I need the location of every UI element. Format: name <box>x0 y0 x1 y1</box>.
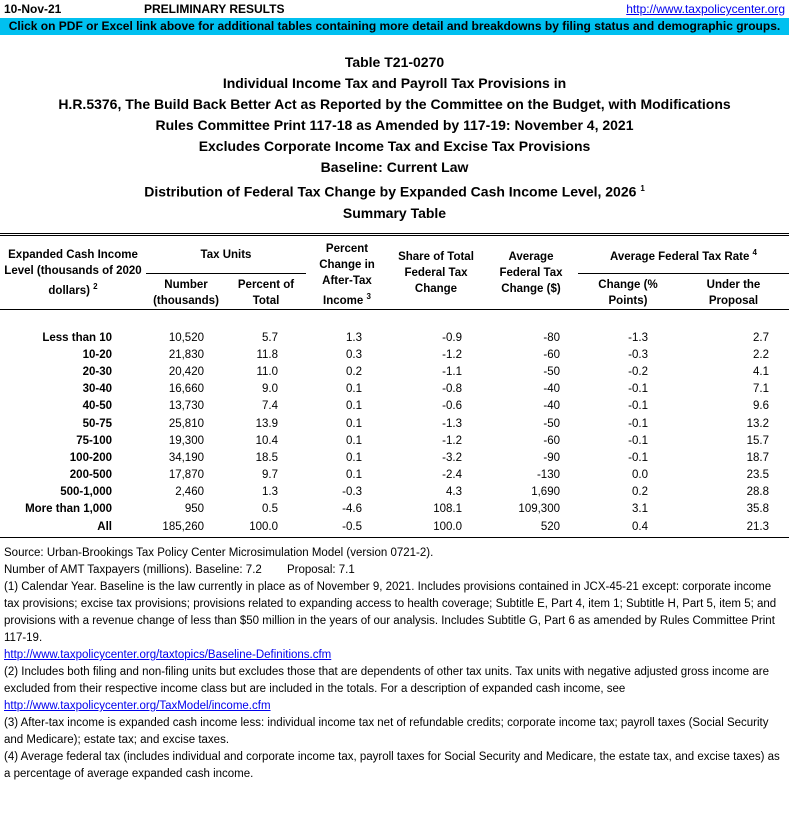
info-banner: Click on PDF or Excel link above for additional tables containing more detail and breakdowns by filing status and demographic groups. <box>0 18 789 35</box>
table-row <box>0 346 789 363</box>
cell: 950 <box>184 503 204 516</box>
cell: 16,660 <box>168 383 204 396</box>
cell: 2,460 <box>175 486 204 499</box>
cell: -50 <box>543 417 560 430</box>
table-row <box>0 467 789 484</box>
cell: 11.0 <box>256 365 278 378</box>
cell: 10.4 <box>255 434 278 447</box>
cell: -2.4 <box>442 469 462 482</box>
baseline-definitions-link[interactable]: http://www.taxpolicycenter.org/taxtopics/Baseline-Definitions.cfm <box>4 649 332 661</box>
cell: 3.1 <box>632 503 648 516</box>
divider <box>0 233 789 234</box>
cell: 23.5 <box>746 469 769 482</box>
cell: 4.1 <box>753 365 769 378</box>
row-label: 30-40 <box>82 383 112 396</box>
cell: -40 <box>543 400 560 413</box>
cell: 9.0 <box>262 383 278 396</box>
cell: 28.8 <box>746 486 769 499</box>
cell: 13.9 <box>255 417 278 430</box>
cell: 18.5 <box>255 451 278 464</box>
footnote-3: (3) After-tax income is expanded cash income less: individual income tax net of refundable credits; corporate income tax; payroll taxes (Social Security and Medicare); estate tax; and excise taxes. <box>4 717 769 746</box>
cell: 21,830 <box>168 348 204 361</box>
cell: -50 <box>543 365 560 378</box>
cell: 7.1 <box>753 383 769 396</box>
cell: 1,690 <box>531 486 560 499</box>
cell: 109,300 <box>518 503 560 516</box>
table-row <box>0 484 789 501</box>
row-label: 20-30 <box>82 365 112 378</box>
cell: 4.3 <box>446 486 462 499</box>
cell: 0.1 <box>346 400 362 413</box>
cell: -0.1 <box>628 400 648 413</box>
cell: -0.2 <box>628 365 648 378</box>
cell: -1.3 <box>442 417 462 430</box>
col-share: Share of Total Federal Tax Change <box>388 237 484 309</box>
cell: -0.1 <box>628 451 648 464</box>
cell: -60 <box>543 434 560 447</box>
cell: 0.1 <box>346 417 362 430</box>
table-row <box>0 398 789 415</box>
col-percent-total: Percent of Total <box>226 273 306 309</box>
divider <box>0 235 789 236</box>
cell: 0.1 <box>346 469 362 482</box>
cell: -40 <box>543 383 560 396</box>
footnote-4: (4) Average federal tax (includes individual and corporate income tax, payroll taxes for Social Security and Medicare, the estate tax, and excise taxes) as a percentage of average expanded cash income. <box>4 751 780 780</box>
row-label: 500-1,000 <box>60 486 112 499</box>
cell: 21.3 <box>746 520 769 533</box>
cell: -1.2 <box>442 348 462 361</box>
cell: 100.0 <box>249 520 278 533</box>
row-label: All <box>97 520 112 533</box>
table-row <box>0 363 789 380</box>
cell: 0.2 <box>632 486 648 499</box>
row-label: 200-500 <box>69 469 112 482</box>
footnote-2: (2) Includes both filing and non-filing units but excludes those that are dependents of other tax units. Tax units with negative adjusted gross income are excluded from their respective income class but are included in the totals. For a description of expanded cash income, see <box>4 666 770 695</box>
cell: -80 <box>543 331 560 344</box>
cell: -130 <box>536 469 560 482</box>
cell: 108.1 <box>433 503 462 516</box>
cell: 15.7 <box>746 434 769 447</box>
cell: -1.1 <box>442 365 462 378</box>
cell: 13,730 <box>168 400 204 413</box>
col-rate-change: Change (% Points) <box>578 273 678 309</box>
cell: -0.1 <box>628 417 648 430</box>
cell: 17,870 <box>168 469 204 482</box>
divider <box>0 537 789 538</box>
cell: 20,420 <box>168 365 204 378</box>
cell: 13.2 <box>746 417 769 430</box>
col-avg-change: Average Federal Tax Change ($) <box>484 237 578 309</box>
income-definition-link[interactable]: http://www.taxpolicycenter.org/TaxModel/income.cfm <box>4 700 271 712</box>
col-rate-under: Under the Proposal <box>678 273 789 309</box>
source-note: Source: Urban-Brookings Tax Policy Center Microsimulation Model (version 0721-2). <box>4 547 434 559</box>
cell: 0.0 <box>632 469 648 482</box>
table-row <box>0 501 789 518</box>
table-titles <box>0 52 789 224</box>
cell: -1.3 <box>628 331 648 344</box>
cell: -3.2 <box>442 451 462 464</box>
cell: 0.5 <box>262 503 278 516</box>
row-label: 10-20 <box>82 348 112 361</box>
row-label: 75-100 <box>76 434 112 447</box>
row-label: More than 1,000 <box>25 503 112 516</box>
cell: 0.1 <box>346 434 362 447</box>
cell: 0.3 <box>346 348 362 361</box>
row-label: 100-200 <box>69 451 112 464</box>
amt-note: Number of AMT Taxpayers (millions). Baseline: 7.2 Proposal: 7.1 <box>4 564 355 576</box>
row-label: 50-75 <box>82 417 112 430</box>
title-line: Distribution of Federal Tax Change by Expanded Cash Income Level, 2026 $^1$ <box>144 183 645 200</box>
col-pct-change: Percent Change in After-Tax Income $^3$ <box>306 237 388 309</box>
preliminary-label: PRELIMINARY RESULTS <box>144 2 285 16</box>
table-row <box>0 518 789 535</box>
date: 10-Nov-21 <box>4 2 62 16</box>
cell: 9.6 <box>753 400 769 413</box>
title-line: Baseline: Current Law <box>320 159 469 175</box>
cell: 520 <box>540 520 560 533</box>
cell: 100.0 <box>433 520 462 533</box>
table-row <box>0 432 789 449</box>
title-line: Excludes Corporate Income Tax and Excise Tax Provisions <box>198 138 591 154</box>
cell: -0.8 <box>442 383 462 396</box>
cell: 2.7 <box>753 331 769 344</box>
cell: 185,260 <box>162 520 204 533</box>
cell: 11.8 <box>256 348 278 361</box>
cell: 2.2 <box>753 348 769 361</box>
col-tax-units: Tax Units <box>146 237 306 273</box>
table-row <box>0 329 789 346</box>
cell: -0.3 <box>342 486 362 499</box>
cell: -0.1 <box>628 434 648 447</box>
cell: -90 <box>543 451 560 464</box>
cell: -0.5 <box>342 520 362 533</box>
cell: 0.1 <box>346 383 362 396</box>
cell: 0.1 <box>346 451 362 464</box>
cell: 19,300 <box>168 434 204 447</box>
cell: 35.8 <box>746 503 769 516</box>
table-row <box>0 415 789 432</box>
title-line: Table T21-0270 <box>344 54 445 70</box>
cell: 34,190 <box>168 451 204 464</box>
cell: 10,520 <box>168 331 204 344</box>
title-line: Summary Table <box>342 204 447 221</box>
title-line: H.R.5376, The Build Back Better Act as Reported by the Committee on the Budget, with Modifications <box>58 96 731 112</box>
title-line: Rules Committee Print 117-18 as Amended by 117-19: November 4, 2021 <box>155 117 634 133</box>
tpc-link[interactable]: http://www.taxpolicycenter.org <box>626 2 785 16</box>
col-rate: Average Federal Tax Rate $^4$ <box>578 237 789 273</box>
row-label: Less than 10 <box>42 331 112 344</box>
cell: 1.3 <box>346 331 362 344</box>
cell: 0.4 <box>632 520 648 533</box>
cell: 18.7 <box>746 451 769 464</box>
cell: 9.7 <box>262 469 278 482</box>
table-row <box>0 449 789 466</box>
cell: -1.2 <box>442 434 462 447</box>
summary-table <box>0 237 789 535</box>
title-line: Individual Income Tax and Payroll Tax Provisions in <box>222 75 567 91</box>
table-row <box>0 381 789 398</box>
row-label: 40-50 <box>82 400 112 413</box>
cell: -0.3 <box>628 348 648 361</box>
cell: -0.1 <box>628 383 648 396</box>
footnote-1: (1) Calendar Year. Baseline is the law currently in place as of November 9, 2021. Includes provisions contained in JCX-45-21 except: corporate income tax provisions; excise tax provisions; provisions related to expanding access to health coverage; Subtitle E, Part 4, item 1; Subtitle H, Part 5, item 5; and provisions with a revenue change of less than $50 million in the years of our analysis. Includes Subtitle G, Part 6 as amended by Rules Committee Print 117-19. <box>4 581 777 644</box>
col-number: Number (thousands) <box>146 273 226 309</box>
col-income: Expanded Cash Income Level (thousands of 2020 dollars) $^2$ <box>0 237 146 309</box>
footnotes <box>4 545 784 783</box>
cell: 0.2 <box>346 365 362 378</box>
cell: 7.4 <box>262 400 278 413</box>
cell: -0.9 <box>442 331 462 344</box>
cell: 25,810 <box>168 417 204 430</box>
cell: -0.6 <box>442 400 462 413</box>
cell: 5.7 <box>262 331 278 344</box>
cell: -60 <box>543 348 560 361</box>
cell: 1.3 <box>262 486 278 499</box>
cell: -4.6 <box>342 503 362 516</box>
